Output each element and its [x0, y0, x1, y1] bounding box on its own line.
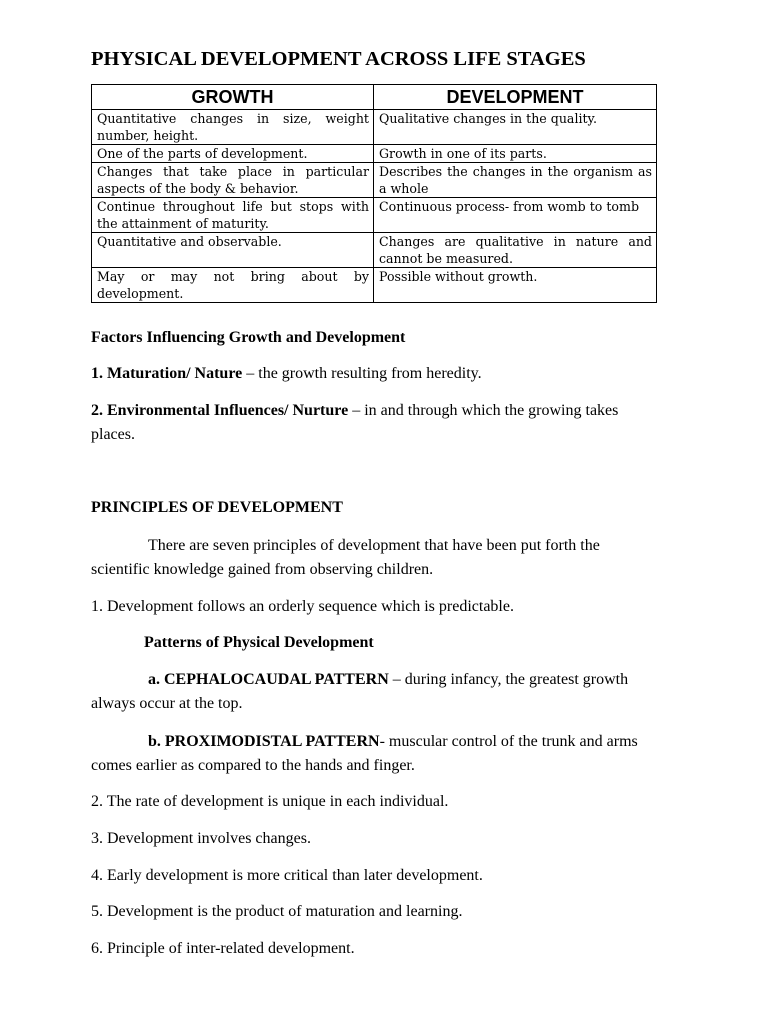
table-cell: May or may not bring about by development. [92, 268, 374, 303]
table-row [92, 198, 657, 233]
pattern-proximodistal [91, 730, 656, 778]
table-row [92, 110, 657, 145]
table-cell: Describes the changes in the organism as a whole [374, 163, 657, 198]
factor-label: 1. Maturation/ Nature [91, 365, 243, 382]
table-row [92, 145, 657, 163]
table-cell: Quantitative and observable. [92, 233, 374, 268]
table-cell: Changes are qualitative in nature and cannot be measured. [374, 233, 657, 268]
principle-5: 5. Development is the product of maturation and learning. [91, 903, 463, 920]
factor-text: – in and through which the growing takes places. [91, 402, 619, 443]
table-cell: Continuous process- from womb to tomb [374, 198, 657, 233]
page-title: PHYSICAL DEVELOPMENT ACROSS LIFE STAGES [91, 48, 586, 70]
table-cell: Continue throughout life but stops with the attainment of maturity. [92, 198, 374, 233]
factors-heading: Factors Influencing Growth and Development [91, 329, 406, 346]
table-row [92, 233, 657, 268]
table-cell: Changes that take place in particular aspects of the body & behavior. [92, 163, 374, 198]
principle-3: 3. Development involves changes. [91, 830, 311, 847]
column-header-growth: GROWTH [92, 85, 374, 110]
table-row [92, 163, 657, 198]
column-header-development: DEVELOPMENT [374, 85, 657, 110]
pattern-text: - muscular control of the trunk and arms comes earlier as compared to the hands and finger. [91, 733, 638, 774]
factor-item-environment [91, 399, 656, 447]
table-row [92, 268, 657, 303]
table-cell: Growth in one of its parts. [374, 145, 657, 163]
principle-1: 1. Development follows an orderly sequence which is predictable. [91, 598, 514, 615]
table-cell: Qualitative changes in the quality. [374, 110, 657, 145]
pattern-text: – during infancy, the greatest growth always occur at the top. [91, 671, 629, 712]
principles-heading: PRINCIPLES OF DEVELOPMENT [91, 499, 343, 516]
principle-6: 6. Principle of inter-related development. [91, 940, 355, 957]
principle-4: 4. Early development is more critical than later development. [91, 867, 483, 884]
growth-development-table [91, 84, 657, 303]
table-cell: Quantitative changes in size, weight number, height. [92, 110, 374, 145]
table-cell: Possible without growth. [374, 268, 657, 303]
factor-text: – the growth resulting from heredity. [242, 365, 482, 382]
patterns-heading: Patterns of Physical Development [144, 634, 374, 651]
factor-label: 2. Environmental Influences/ Nurture [91, 402, 349, 419]
pattern-cephalocaudal [91, 668, 656, 716]
table-cell: One of the parts of development. [92, 145, 374, 163]
principles-intro: There are seven principles of development that have been put forth the scientific knowledge gained from observing children. [91, 537, 600, 578]
principle-2: 2. The rate of development is unique in each individual. [91, 793, 449, 810]
factor-item-maturation [91, 362, 656, 386]
pattern-label: b. PROXIMODISTAL PATTERN [148, 733, 380, 750]
table-header-row [92, 85, 657, 110]
pattern-label: a. CEPHALOCAUDAL PATTERN [148, 671, 389, 688]
